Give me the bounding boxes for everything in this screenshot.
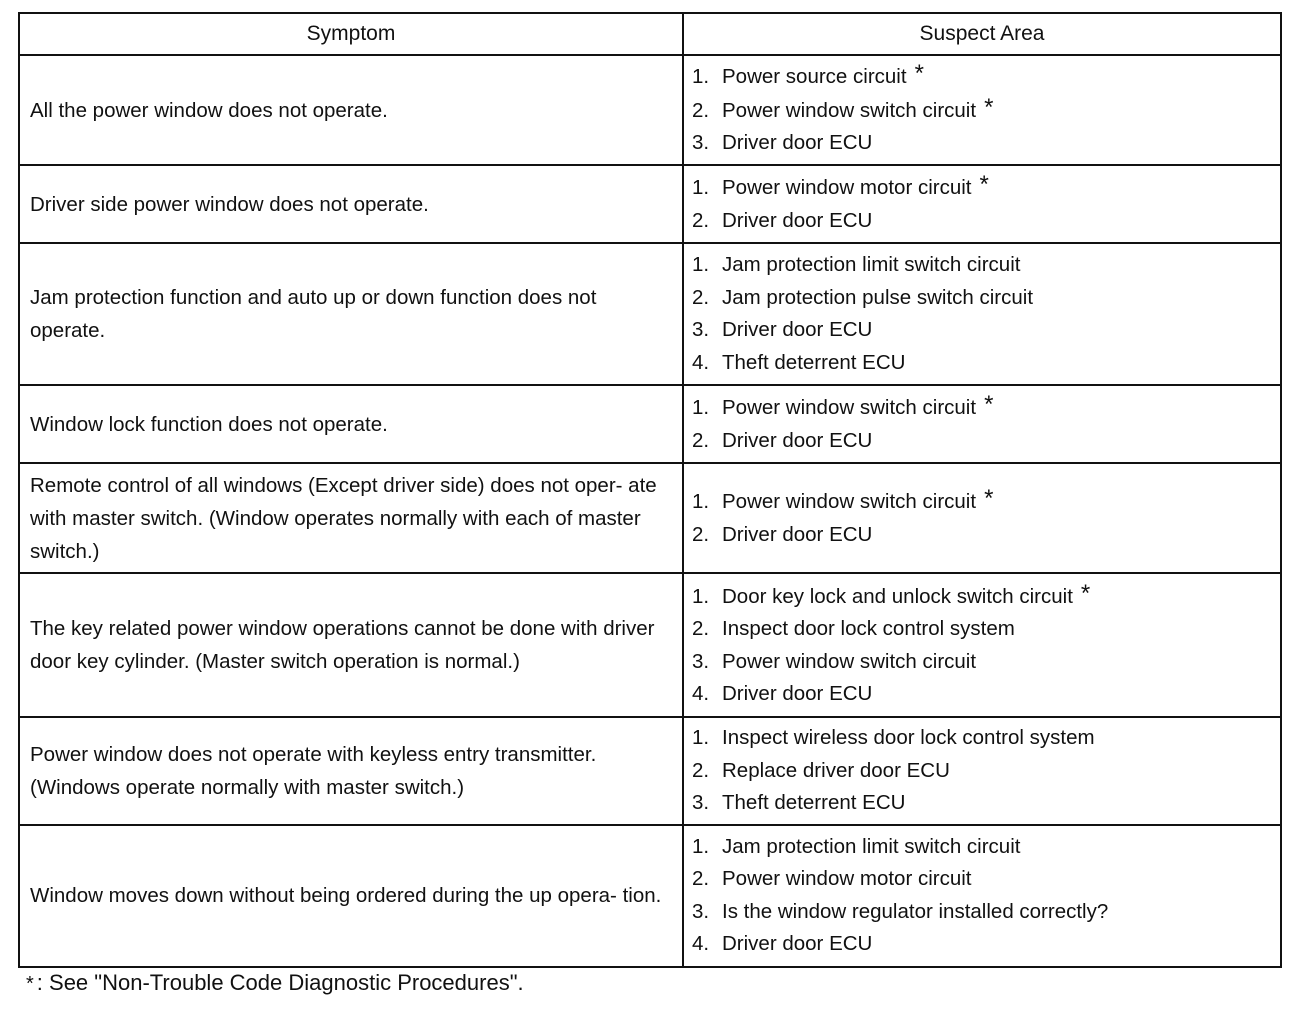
item-number: 3. <box>692 318 710 341</box>
item-text: Driver door ECU <box>722 428 873 452</box>
list-item <box>692 580 1272 614</box>
item-text: Jam protection pulse switch circuit <box>722 285 1034 309</box>
item-text: Driver door ECU <box>722 208 873 232</box>
item-text: Driver door ECU <box>722 318 873 341</box>
item-number: 3. <box>692 649 710 673</box>
item-number: 2. <box>692 617 710 640</box>
item-number: 4. <box>692 350 710 374</box>
item-number: 3. <box>692 899 710 923</box>
item-text: Door key lock and unlock switch circuit <box>722 584 1073 608</box>
list-item <box>692 171 1272 205</box>
asterisk-icon: * <box>1080 579 1091 607</box>
item-text: Is the window regulator installed correctly? <box>722 899 1109 923</box>
list-item <box>692 722 1272 755</box>
table-row <box>19 55 1281 165</box>
list-item <box>692 678 1272 711</box>
asterisk-icon: * <box>914 60 924 88</box>
list-item <box>692 282 1272 315</box>
item-text: Inspect door lock control system <box>722 617 1015 640</box>
suspect-area-column-header: Suspect Area <box>683 13 1281 55</box>
list-item <box>692 755 1272 788</box>
item-text: Power window switch circuit <box>722 490 977 513</box>
list-item <box>692 205 1272 238</box>
suspect-area-list <box>692 722 1272 820</box>
trouble-symptom-table <box>18 12 1282 968</box>
item-text: Theft deterrent ECU <box>722 350 906 374</box>
footnote <box>26 970 524 996</box>
item-text: Driver door ECU <box>722 131 873 155</box>
table-body <box>19 55 1281 967</box>
item-text: Power window switch circuit <box>722 98 977 122</box>
document-page <box>18 12 1280 968</box>
table-row <box>19 717 1281 825</box>
suspect-area-cell <box>683 243 1281 385</box>
item-text: Theft deterrent ECU <box>722 791 906 814</box>
item-text: Driver door ECU <box>722 682 873 705</box>
list-item <box>692 519 1272 552</box>
table-row <box>19 825 1281 967</box>
suspect-area-list <box>692 831 1272 961</box>
table-row <box>19 463 1281 573</box>
suspect-area-cell <box>683 385 1281 463</box>
list-item <box>692 896 1272 929</box>
suspect-area-list <box>692 60 1272 160</box>
symptom-cell: All the power window does not operate. <box>19 55 683 165</box>
symptom-cell: Power window does not operate with keyless entry transmitter. (Windows operate normally with master switch.) <box>19 717 683 825</box>
item-number: 2. <box>692 758 710 782</box>
list-item <box>692 831 1272 864</box>
item-number: 1. <box>692 176 710 199</box>
table-header-row <box>19 13 1281 55</box>
item-number: 1. <box>692 65 710 89</box>
suspect-area-list <box>692 391 1272 457</box>
suspect-area-cell <box>683 825 1281 967</box>
symptom-cell: Jam protection function and auto up or down function does not operate. <box>19 243 683 385</box>
suspect-area-list <box>692 580 1272 711</box>
symptom-column-header: Symptom <box>19 13 683 55</box>
item-text: Power window switch circuit <box>722 649 977 673</box>
suspect-area-cell <box>683 463 1281 573</box>
item-number: 1. <box>692 584 710 608</box>
table-row <box>19 243 1281 385</box>
item-text: Jam protection limit switch circuit <box>722 253 1021 276</box>
list-item <box>692 314 1272 347</box>
item-number: 1. <box>692 834 710 858</box>
list-item <box>692 863 1272 896</box>
item-text: Driver door ECU <box>722 522 873 546</box>
list-item <box>692 787 1272 820</box>
symptom-cell: Window moves down without being ordered during the up opera- tion. <box>19 825 683 967</box>
table-row <box>19 385 1281 463</box>
item-number: 3. <box>692 791 710 814</box>
item-number: 2. <box>692 522 710 546</box>
item-text: Jam protection limit switch circuit <box>722 834 1021 858</box>
list-item <box>692 249 1272 282</box>
list-item <box>692 928 1272 961</box>
list-item <box>692 347 1272 380</box>
symptom-cell: Driver side power window does not operate. <box>19 165 683 243</box>
table-row <box>19 573 1281 717</box>
asterisk-icon: * <box>984 93 994 121</box>
item-number: 2. <box>692 285 710 309</box>
list-item <box>692 94 1272 128</box>
item-text: Power source circuit <box>722 65 907 89</box>
item-number: 1. <box>692 490 710 513</box>
table-row <box>19 165 1281 243</box>
item-number: 2. <box>692 98 710 122</box>
item-number: 2. <box>692 867 710 890</box>
suspect-area-cell <box>683 717 1281 825</box>
symptom-cell: The key related power window operations cannot be done with driver door key cylinder. (Master switch operation is normal.) <box>19 573 683 717</box>
item-number: 1. <box>692 253 710 276</box>
suspect-area-list <box>692 485 1272 551</box>
item-text: Driver door ECU <box>722 932 873 955</box>
list-item <box>692 127 1272 160</box>
item-number: 1. <box>692 726 710 749</box>
item-text: Replace driver door ECU <box>722 758 950 782</box>
suspect-area-list <box>692 171 1272 237</box>
list-item <box>692 60 1272 94</box>
item-number: 2. <box>692 208 710 232</box>
list-item <box>692 391 1272 425</box>
asterisk-icon: * <box>984 485 994 512</box>
item-number: 4. <box>692 932 710 955</box>
footnote-text: : See "Non-Trouble Code Diagnostic Procedures". <box>36 970 524 995</box>
list-item <box>692 646 1272 679</box>
item-number: 2. <box>692 428 710 452</box>
symptom-cell: Window lock function does not operate. <box>19 385 683 463</box>
suspect-area-list <box>692 249 1272 379</box>
asterisk-icon: * <box>26 973 34 995</box>
suspect-area-cell <box>683 165 1281 243</box>
symptom-cell: Remote control of all windows (Except driver side) does not oper- ate with master switch. (Window operates normally with each of master switch.) <box>19 463 683 573</box>
suspect-area-cell <box>683 573 1281 717</box>
item-number: 1. <box>692 396 710 419</box>
list-item <box>692 485 1272 519</box>
asterisk-icon: * <box>984 391 994 418</box>
suspect-area-cell <box>683 55 1281 165</box>
item-text: Inspect wireless door lock control system <box>722 726 1095 749</box>
item-text: Power window motor circuit <box>722 867 972 890</box>
list-item <box>692 425 1272 458</box>
item-number: 4. <box>692 682 710 705</box>
item-text: Power window motor circuit <box>722 176 972 199</box>
item-text: Power window switch circuit <box>722 396 977 419</box>
item-number: 3. <box>692 131 710 155</box>
list-item <box>692 613 1272 646</box>
asterisk-icon: * <box>979 171 989 198</box>
